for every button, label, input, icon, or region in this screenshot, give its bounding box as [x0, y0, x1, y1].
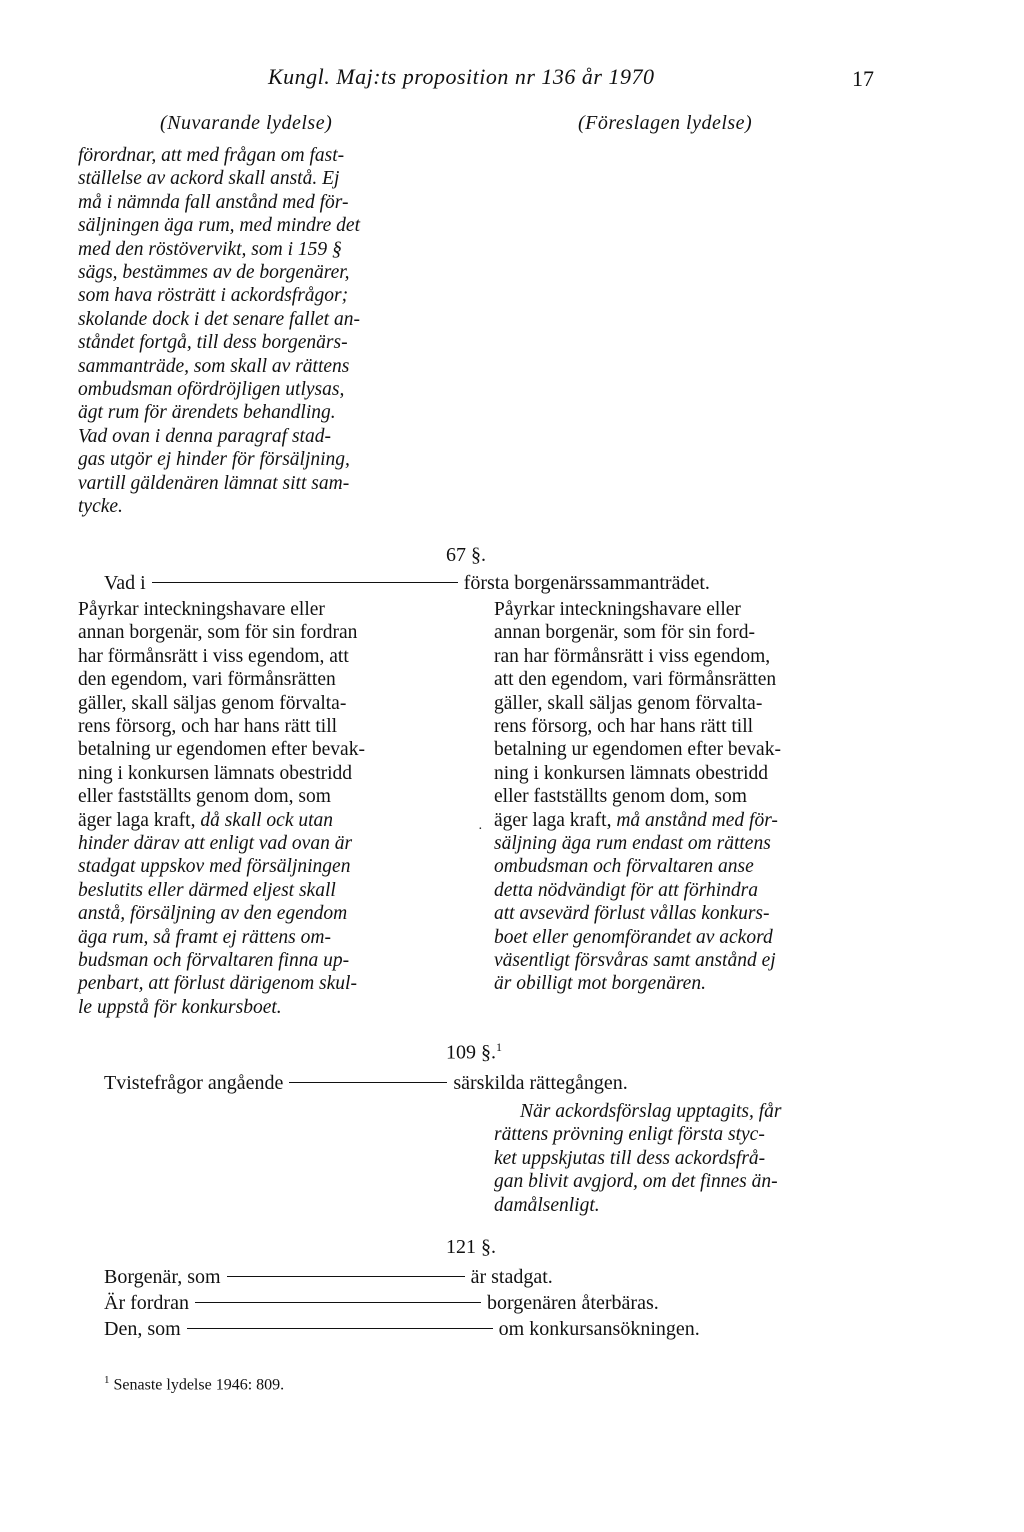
- left-column-heading: (Nuvarande lydelse): [160, 112, 333, 134]
- current-text-paragraph-2: Påyrkar inteckningshavare eller annan borgenär, som för sin fordran har förmånsrätt i viss egendom, att den egendom, vari förmånsrätten gäller, skall säljas genom förvalta- rens försorg, och har hans rätt till betalning ur egendomen efter bevak- ning i konkursen lämnats obestridd eller fastställts genom dom, som: [78, 599, 365, 808]
- section-121-heading: 121 §.: [446, 1236, 496, 1258]
- elided-line-start: Vad i: [104, 572, 146, 594]
- section-121-elided-line-3: Den, som om konkursansökningen.: [104, 1318, 700, 1340]
- page-number: 17: [852, 66, 874, 91]
- current-text-paragraph-1: förordnar, att med frågan om fast- ställelse av ackord skall anstå. Ej må i nämnda fall anstånd med för- säljningen äga rum, med mindre det med den röstövervikt, som i 159 § sägs, bestämmes av de borgenärer, som hava rösträtt i ackordsfrågor; skolande dock i det senare fallet an- ståndet fortgå, till dess borgenärs- sammanträde, som skall av rättens ombudsman ofördröjligen utlysas, ägt rum för ärendets behandling. Vad ovan i denna paragraf stad- gas utgör ej hinder för försäljning, vartill gäldenären lämnat sitt sam- tycke.: [78, 145, 360, 518]
- right-column-heading: (Föreslagen lydelse): [578, 112, 753, 134]
- proposed-text-new-paragraph: När ackordsförslag upptagits, får rättens prövning enligt första styc- ket uppskjutas till dess ackordsfrå- gan blivit avgjord, om det finnes än- damålsenligt.: [494, 1101, 782, 1216]
- elision-dashes: [195, 1302, 481, 1303]
- footnote-reference: 1: [496, 1040, 502, 1054]
- section-109-elided-line: [104, 1072, 628, 1095]
- page-header-title: Kungl. Maj:ts proposition nr 136 år 1970: [268, 64, 655, 89]
- proposed-text-mixed-line: äger laga kraft, må anstånd med för-: [494, 809, 778, 831]
- section-121-elided-line-1: Borgenär, som är stadgat.: [104, 1266, 553, 1288]
- elided-line-end: särskilda rättegången.: [453, 1072, 628, 1094]
- elision-dashes: [227, 1276, 465, 1277]
- elision-dashes: [289, 1082, 447, 1083]
- section-109-heading: 109 §.$^1$: [446, 1040, 502, 1064]
- proposed-text-italic-passage: säljning äga rum endast om rättens ombudsman och förvaltaren anse detta nödvändigt för att förhindra att avsevärd förlust vållas konkurs- boet eller genomförandet av ackord väsentligt försvåras samt anstånd ej är obilligt mot borgenären.: [494, 833, 776, 995]
- section-67-elided-line: [104, 572, 710, 595]
- margin-mark: ·: [478, 822, 483, 837]
- elision-dashes: [152, 582, 458, 583]
- elided-line-end: första borgenärssammanträdet.: [463, 572, 710, 594]
- proposed-text-paragraph-2: Påyrkar inteckningshavare eller annan borgenär, som för sin ford- ran har förmånsrätt i viss egendom, att den egendom, vari förmånsrätten gäller, skall säljas genom förvalta- rens försorg, och har hans rätt till betalning ur egendomen efter bevak- ning i konkursen lämnats obestridd eller fastställts genom dom, som: [494, 599, 781, 808]
- current-text-italic-passage: hinder därav att enligt vad ovan är stadgat uppskov med försäljningen beslutits eller därmed eljest skall anstå, försäljning av den egendom äga rum, så framt ej rättens om- budsman och förvaltaren finna up- penbart, att förlust därigenom skul- le uppstå för konkursboet.: [78, 833, 357, 1018]
- elided-line-start: Tvistefrågor angående: [104, 1072, 284, 1094]
- elision-dashes: [187, 1328, 493, 1329]
- section-67-heading: 67 §.: [446, 544, 486, 566]
- section-121-elided-line-2: Är fordran borgenären återbäras.: [104, 1292, 659, 1314]
- footnote: $^1$ Senaste lydelse 1946: 809.: [104, 1374, 285, 1394]
- current-text-mixed-line: äger laga kraft, då skall ock utan: [78, 809, 334, 831]
